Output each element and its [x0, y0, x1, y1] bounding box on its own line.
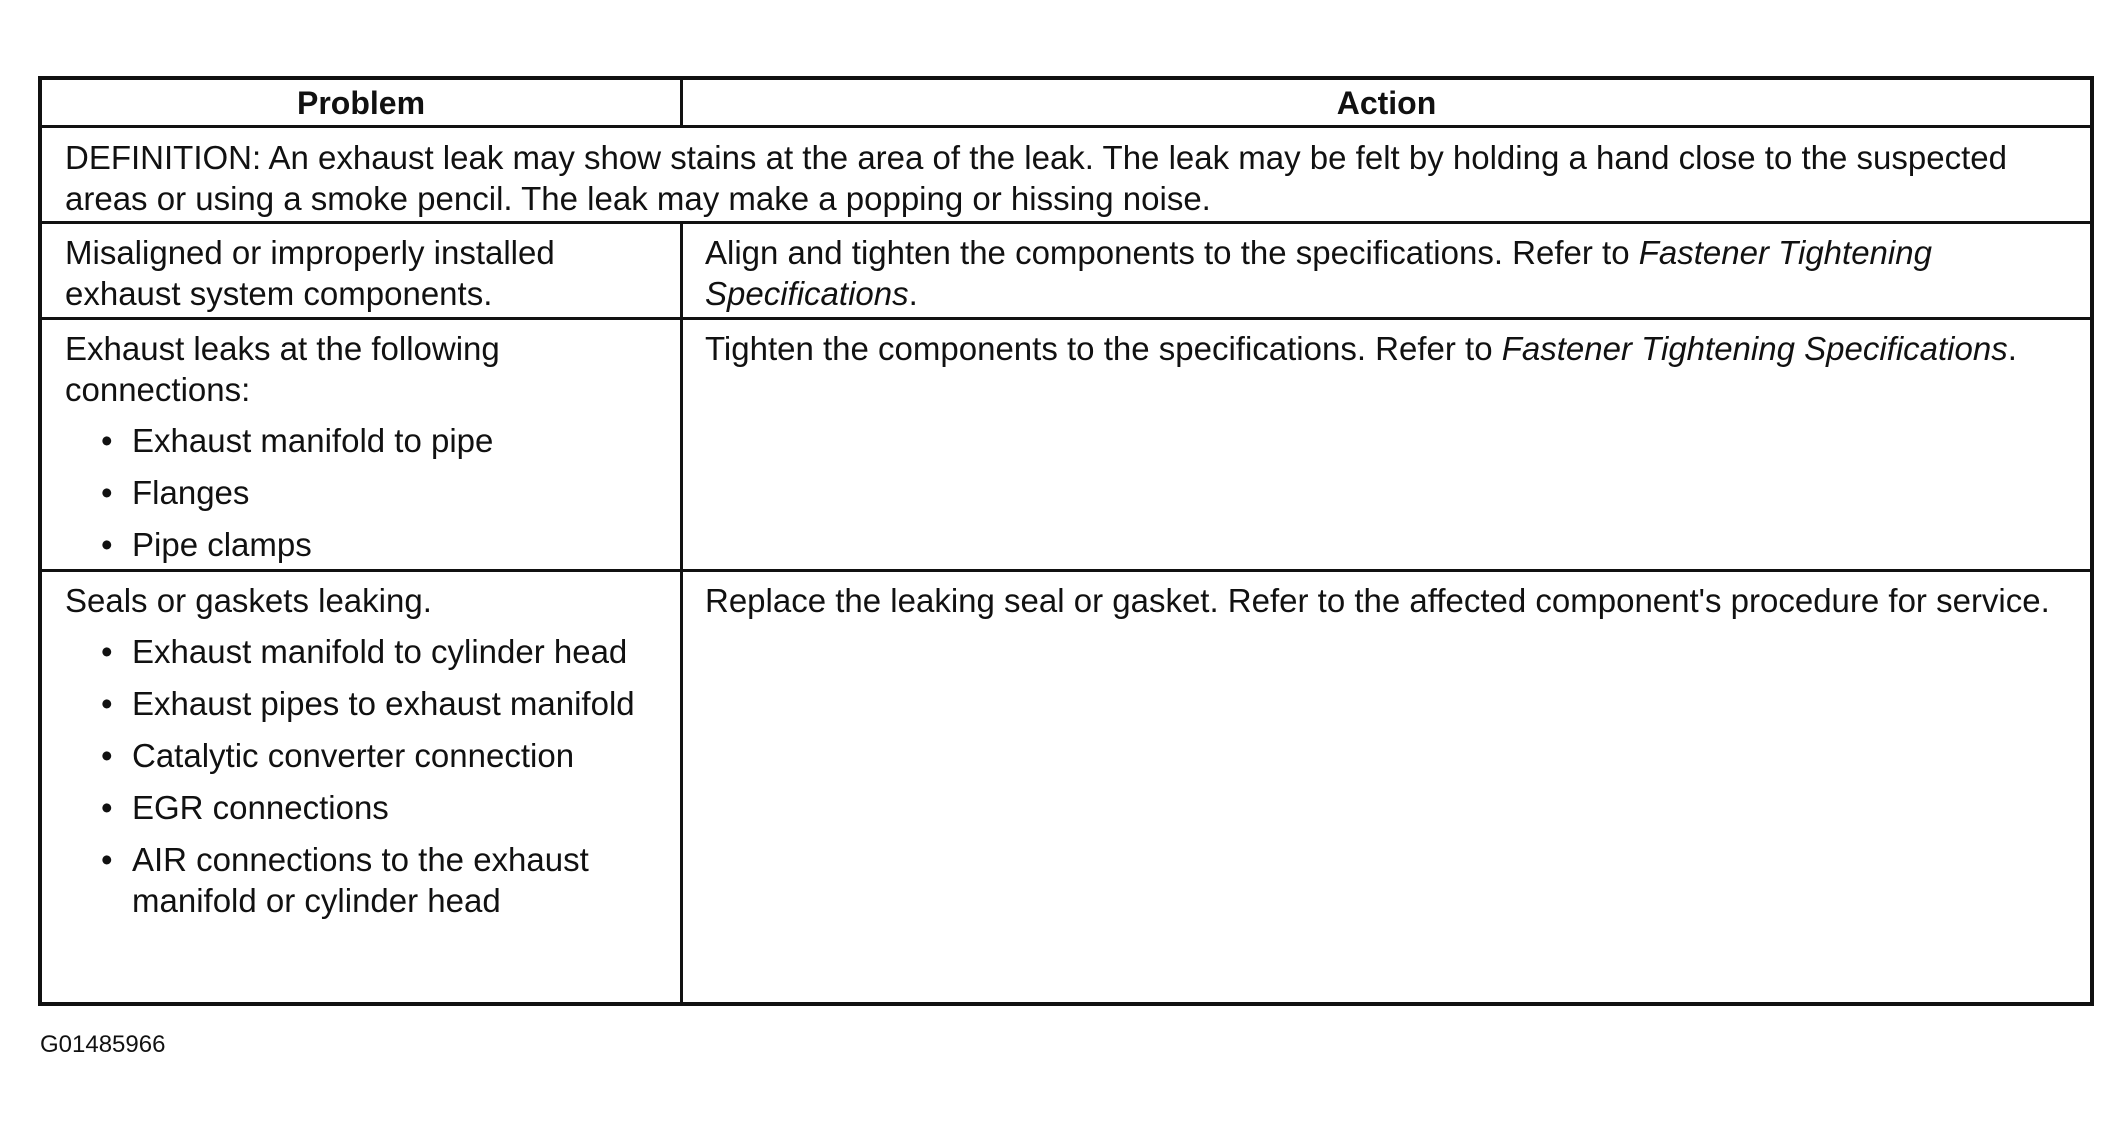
troubleshooting-table	[38, 76, 2094, 1006]
action-text: Replace the leaking seal or gasket. Refer to the affected component's procedure for service.	[705, 582, 2050, 619]
problem-cell	[42, 224, 683, 320]
list-item	[65, 787, 662, 828]
bullet-icon: •	[101, 789, 113, 826]
list-item-text: EGR connections	[132, 789, 389, 826]
definition-text: DEFINITION: An exhaust leak may show stains at the area of the leak. The leak may be felt by holding a hand close to the suspected areas or using a smoke pencil. The leak may make a popping or hissing noise.	[42, 128, 2090, 224]
list-item-text: AIR connections to the exhaust manifold or cylinder head	[132, 841, 589, 919]
bullet-icon: •	[101, 841, 113, 878]
list-item-text: Exhaust manifold to cylinder head	[132, 633, 628, 670]
problem-text: Seals or gaskets leaking.	[65, 582, 432, 619]
list-item	[65, 472, 662, 513]
problem-bullet-list	[65, 631, 662, 921]
problem-cell	[42, 320, 683, 572]
action-reference: Fastener Tightening Specifications	[1501, 330, 2008, 367]
column-header-action: Action	[683, 80, 2090, 128]
action-reference: Fastener Tightening Specifications	[705, 234, 1932, 312]
list-item	[65, 420, 662, 461]
bullet-icon: •	[101, 422, 113, 459]
action-cell	[683, 224, 2090, 320]
action-suffix: .	[908, 275, 918, 312]
figure-id: G01485966	[40, 1031, 166, 1058]
bullet-icon: •	[101, 737, 113, 774]
bullet-icon: •	[101, 474, 113, 511]
bullet-icon: •	[101, 633, 113, 670]
bullet-icon: •	[101, 685, 113, 722]
action-cell	[683, 572, 2090, 1002]
list-item-text: Exhaust manifold to pipe	[132, 422, 494, 459]
problem-text: Exhaust leaks at the following connections:	[65, 330, 500, 408]
action-suffix: .	[2007, 330, 2017, 367]
list-item-text: Exhaust pipes to exhaust manifold	[132, 685, 635, 722]
action-cell	[683, 320, 2090, 572]
list-item	[65, 683, 662, 724]
list-item	[65, 735, 662, 776]
action-text: Tighten the components to the specifications. Refer to	[705, 330, 1502, 367]
list-item	[65, 524, 662, 565]
list-item	[65, 839, 662, 921]
list-item-text: Catalytic converter connection	[132, 737, 575, 774]
action-text: Align and tighten the components to the specifications. Refer to	[705, 234, 1639, 271]
problem-bullet-list	[65, 420, 662, 565]
column-header-problem: Problem	[42, 80, 683, 128]
list-item-text: Flanges	[132, 474, 250, 511]
bullet-icon: •	[101, 526, 113, 563]
list-item-text: Pipe clamps	[132, 526, 312, 563]
problem-text: Misaligned or improperly installed exhaust system components.	[65, 234, 555, 312]
problem-cell	[42, 572, 683, 1002]
list-item	[65, 631, 662, 672]
